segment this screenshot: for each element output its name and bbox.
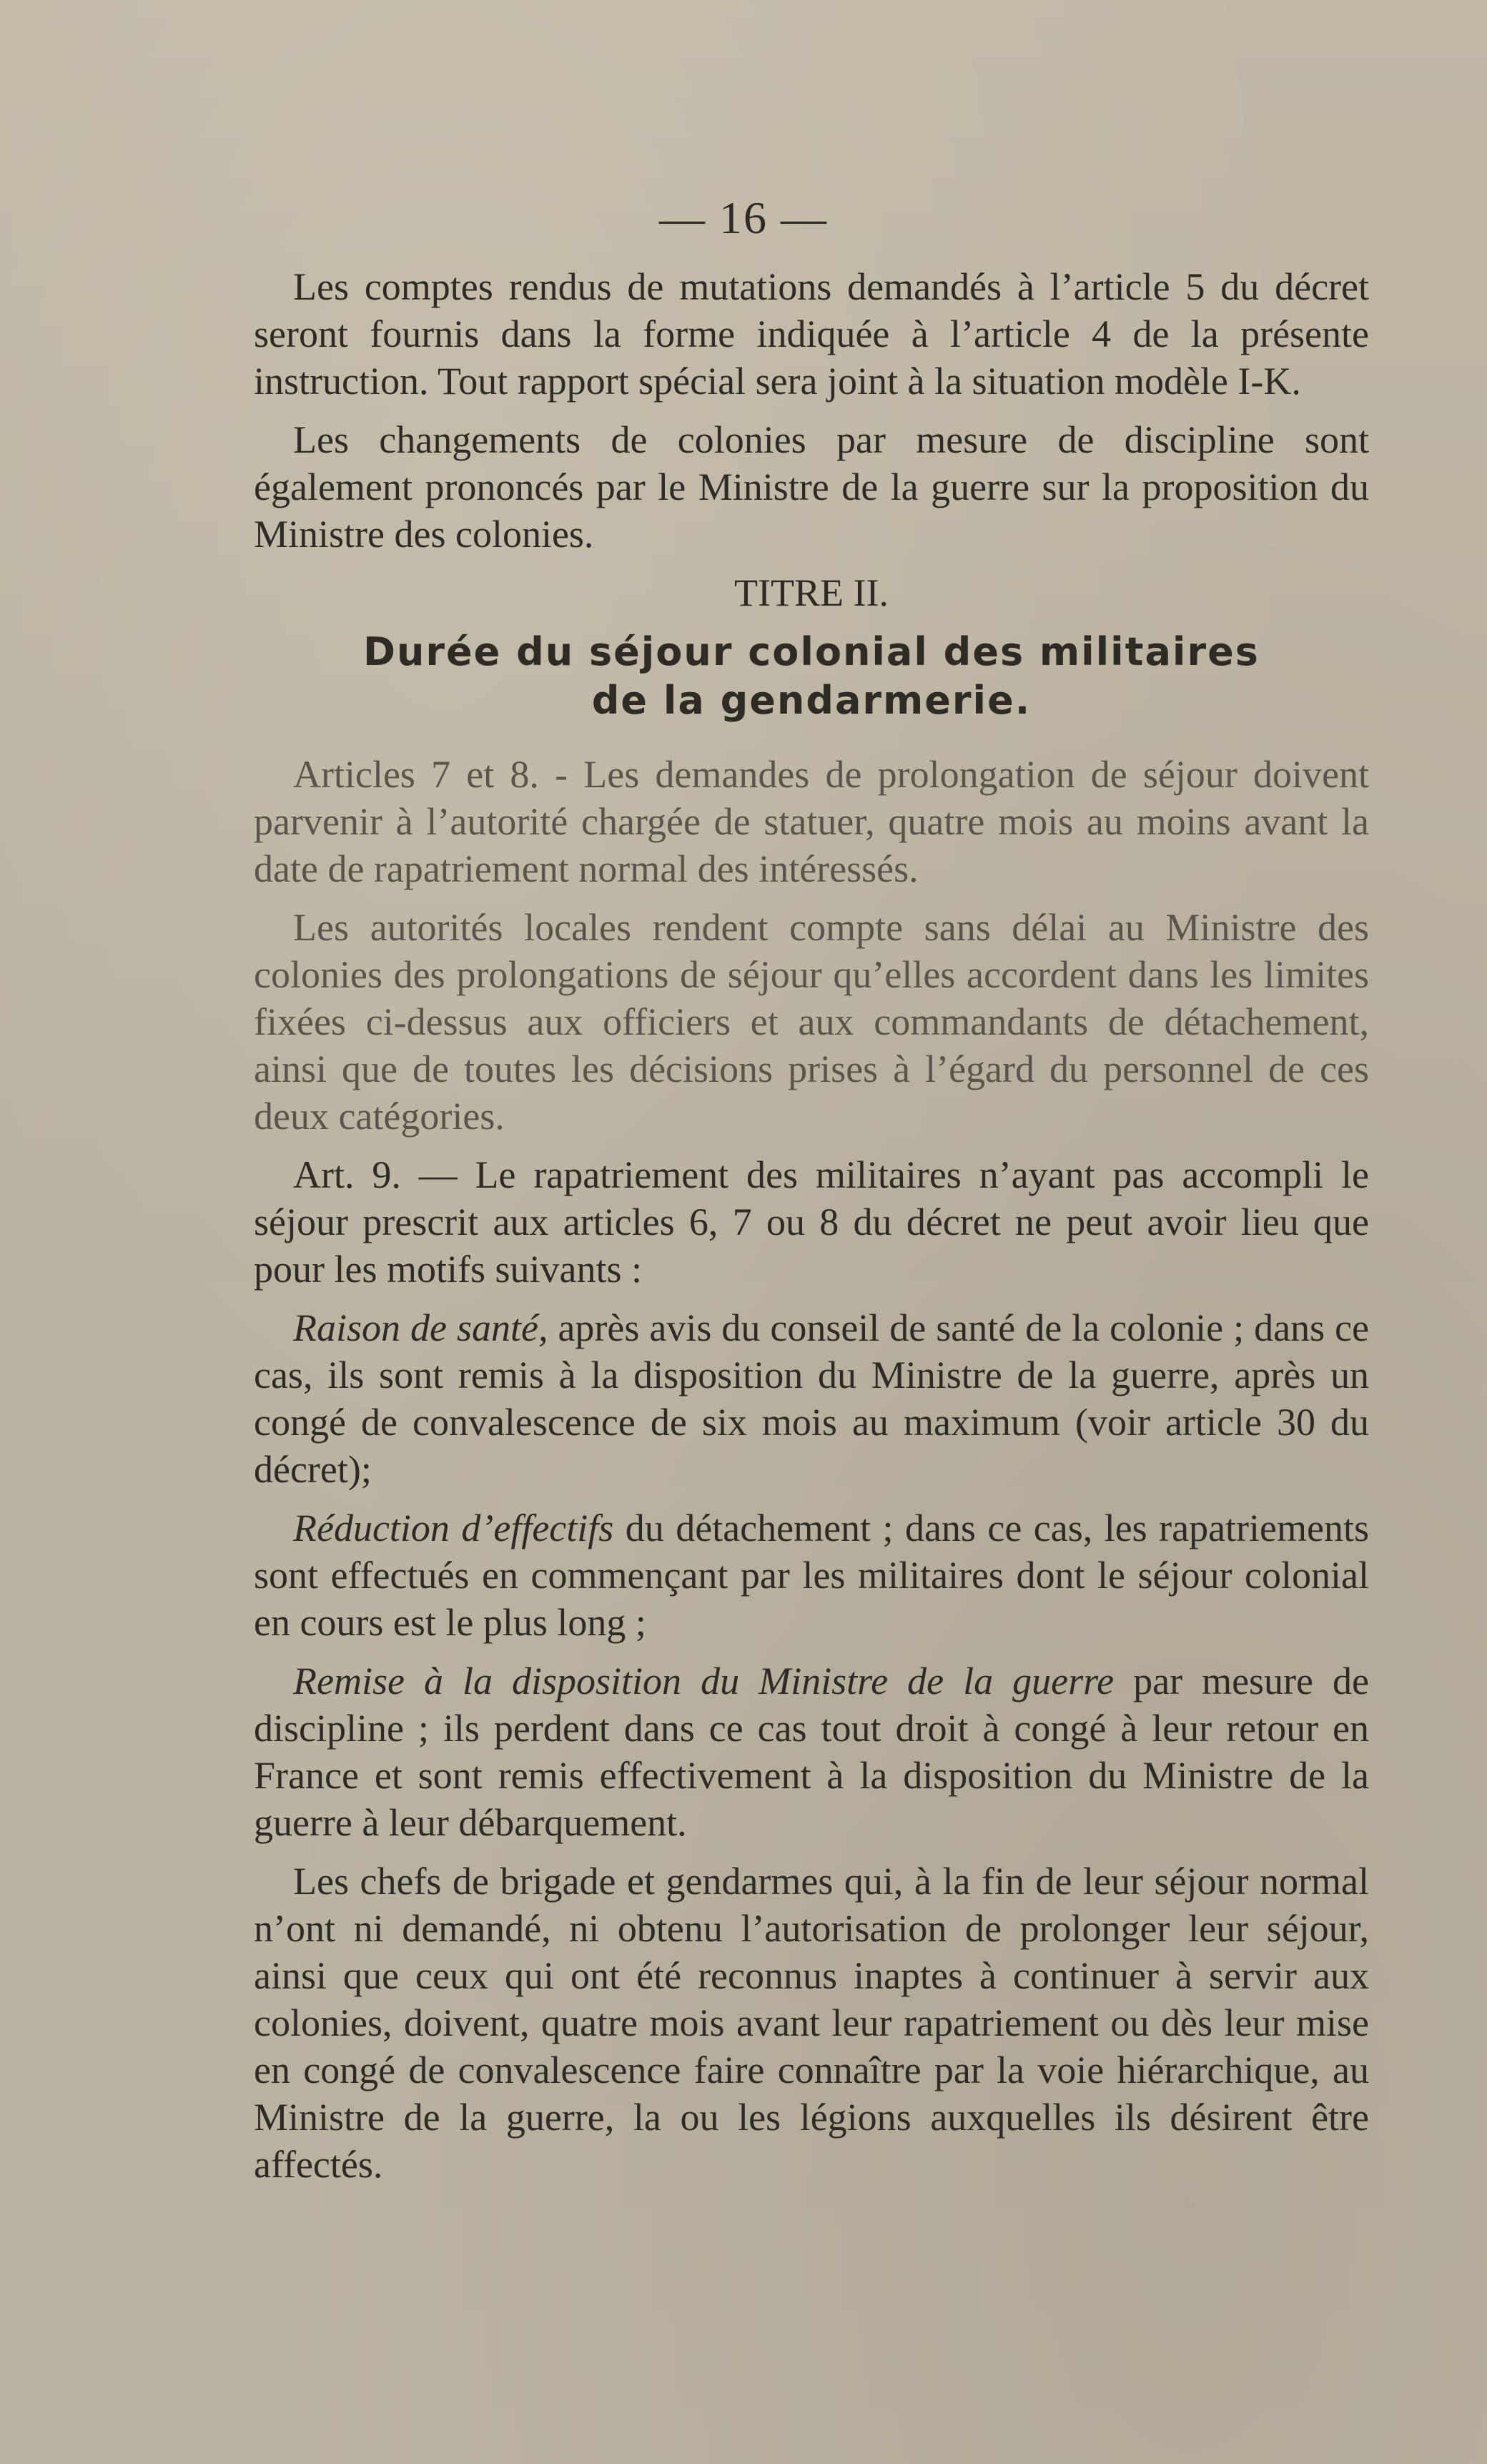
heading-line-2: de la gendarmerie. (591, 678, 1032, 723)
motif-discipline-text: par mesure de discipline ; ils perdent dans ce cas tout droit à congé à leur retour en France et sont remis effectivement à la disposition du Ministre de la guerre à leur débarquement. (254, 1660, 1369, 1844)
paragraph-articles-7-8: Articles 7 et 8. - Les demandes de prolongation de séjour doivent parvenir à l’autorité chargée de statuer, quatre mois au moins avant la date de rapatriement normal des intéressés. (254, 753, 1369, 890)
section-title: TITRE II. (734, 571, 889, 614)
paragraph-motif-effectifs (254, 1504, 1369, 1646)
motif-sante-text: après avis du conseil de santé de la colonie ; dans ce cas, ils sont remis à la disposition du Ministre de la guerre, après un congé de convalescence de six mois au maximum (voir article 30 du décret); (254, 1306, 1369, 1491)
page-number: — 16 — (659, 192, 828, 243)
motif-effectifs-label: Réduction d’effectifs (293, 1507, 614, 1549)
paragraph-motif-discipline (254, 1657, 1369, 1846)
paragraph-changements-colonies: Les changements de colonies par mesure de discipline sont également prononcés par le Ministre de la guerre sur la proposition du Ministre des colonies. (254, 418, 1369, 556)
section-heading (254, 628, 1369, 725)
motif-sante-label: Raison de santé, (293, 1306, 548, 1349)
paragraph-article-9: Art. 9. — Le rapatriement des militaires n’ayant pas accompli le séjour prescrit aux articles 6, 7 ou 8 du décret ne peut avoir lieu que pour les motifs suivants : (254, 1153, 1369, 1291)
paragraph-autorites-locales: Les autorités locales rendent compte sans délai au Ministre des colonies des prolongations de séjour qu’elles accordent dans les limites fixées ci-dessus aux officiers et aux commandants de détachement, ainsi que de toutes les décisions prises à l’égard du personnel de ces deux catégories. (254, 906, 1369, 1138)
heading-line-1: Durée du séjour colonial des militaires (363, 629, 1260, 674)
motif-discipline-label: Remise à la disposition du Ministre de la guerre (293, 1660, 1115, 1702)
motif-effectifs-text: du détachement ; dans ce cas, les rapatriements sont effectués en commençant par les militaires dont le séjour colonial en cours est le plus long ; (254, 1507, 1369, 1644)
paragraph-motif-sante (254, 1304, 1369, 1493)
paragraph-chefs-brigade: Les chefs de brigade et gendarmes qui, à la fin de leur séjour normal n’ont ni demandé, ni obtenu l’autorisation de prolonger leur séjour, ainsi que ceux qui ont été reconnus inaptes à continuer à servir aux colonies, doivent, quatre mois avant leur rapatriement ou dès leur mise en congé de convalescence faire connaître par la voie hiérarchique, au Ministre de la guerre, la ou les légions auxquelles ils désirent être affectés. (254, 1860, 1369, 2186)
document-body (254, 263, 1369, 2199)
paragraph-comptes-rendus: Les comptes rendus de mutations demandés à l’article 5 du décret seront fournis dans la forme indiquée à l’article 4 de la présente instruction. Tout rapport spécial sera joint à la situation modèle I-K. (254, 265, 1369, 403)
